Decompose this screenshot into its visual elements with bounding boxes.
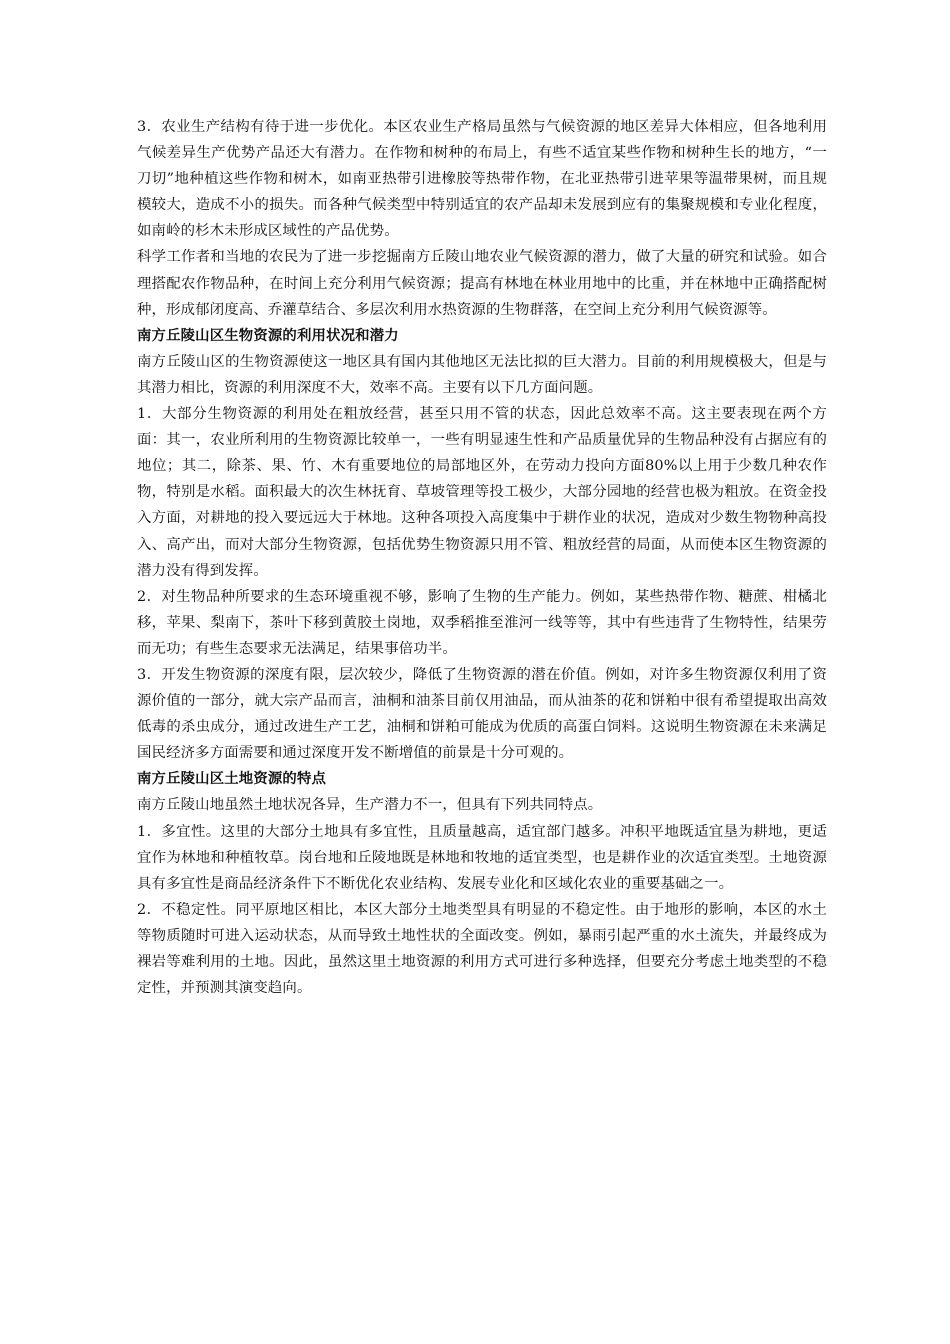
paragraph-bio-intro: 南方丘陵山区的生物资源使这一地区具有国内其他地区无法比拟的巨大潜力。目前的利用规模极大，但是与其潜力相比，资源的利用深度不大，效率不高。主要有以下几方面问题。 — [137, 353, 827, 396]
paragraph-bio-point-3: 3．开发生物资源的深度有限，层次较少，降低了生物资源的潜在价值。例如，对许多生物资源仅利用了资源价值的一部分，就大宗产品而言，油桐和油茶目前仅用油品，而从油茶的花和饼粕中很有希望提取出高效低毒的杀虫成分，通过改进生产工艺，油桐和饼粕可能成为优质的高蛋白饲料。这说明生物资源在未来满足国民经济多方面需要和通过深度开发不断增值的前景是十分可观的。 — [137, 666, 827, 762]
paragraph-land-point-2: 2．不稳定性。同平原地区相比，本区大部分土地类型具有明显的不稳定性。由于地形的影响，本区的水土等物质随时可进入运动状态，从而导致土地性状的全面改变。例如，暴雨引起严重的水土流失，并最终成为裸岩等难利用的土地。因此，虽然这里土地资源的利用方式可进行多种选择，但要充分考虑土地类型的不稳定性，并预测其演变趋向。 — [137, 901, 827, 997]
section-heading-land-resources: 南方丘陵山区土地资源的特点 — [137, 770, 327, 788]
paragraph-agri-structure: 3．农业生产结构有待于进一步优化。本区农业生产格局虽然与气候资源的地区差异大体相应，但各地利用气候差异生产优势产品还大有潜力。在作物和树种的布局上，有些不适宜某些作物和树种生长的地方，“一刀切”地种植这些作物和树木，如南亚热带引进橡胶等热带作物，在北亚热带引进苹果等温带果树，而且规模较大，造成不小的损失。而各种气候类型中特别适宜的农产品却未发展到应有的集聚规模和专业化程度，如南岭的杉木未形成区域性的产品优势。 — [137, 119, 827, 240]
paragraph-bio-point-2: 2．对生物品种所要求的生态环境重视不够，影响了生物的生产能力。例如，某些热带作物、糖蔗、柑橘北移，苹果、梨南下，茶叶下移到黄胶土岗地，双季稻推至淮河一线等等，其中有些违背了生物特性，结果劳而无功；有些生态要求无法满足，结果事倍功半。 — [137, 588, 827, 657]
paragraph-land-point-1: 1．多宜性。这里的大部分土地具有多宜性，且质量越高，适宜部门越多。冲积平地既适宜垦为耕地，更适宜作为林地和种植牧草。岗台地和丘陵地既是林地和牧地的适宜类型，也是耕作业的次适宜类型。土地资源具有多宜性是商品经济条件下不断优化农业结构、发展专业化和区域化农业的重要基础之一。 — [137, 823, 827, 892]
document-page — [137, 114, 827, 1001]
paragraph-land-intro: 南方丘陵山地虽然土地状况各异，生产潜力不一，但具有下列共同特点。 — [137, 797, 603, 814]
paragraph-bio-point-1: 1．大部分生物资源的利用处在粗放经营，甚至只用不管的状态，因此总效率不高。这主要表现在两个方面：其一，农业所利用的生物资源比较单一，一些有明显速生性和产品质量优异的生物品种没有占据应有的地位；其二，除茶、果、竹、木有重要地位的局部地区外，在劳动力投向方面80%以上用于少数几种农作物，特别是水稻。面积最大的次生林抚育、草坡管理等投工极少，大部分园地的经营也极为粗放。在资金投入方面，对耕地的投入要远远大于林地。这种各项投入高度集中于耕作业的状况，造成对少数生物物种高投入、高产出，而对大部分生物资源，包括优势生物资源只用不管、粗放经营的局面，从而使本区生物资源的潜力没有得到发挥。 — [137, 406, 827, 579]
paragraph-research-trials: 科学工作者和当地的农民为了进一步挖掘南方丘陵山地农业气候资源的潜力，做了大量的研究和试验。如合理搭配农作物品种，在时间上充分利用气候资源；提高有林地在林业用地中的比重，并在林地中正确搭配树种，形成郁闭度高、乔灌草结合、多层次利用水热资源的生物群落，在空间上充分利用气候资源等。 — [137, 249, 827, 318]
section-heading-bio-resources: 南方丘陵山区生物资源的利用状况和潜力 — [137, 326, 399, 344]
